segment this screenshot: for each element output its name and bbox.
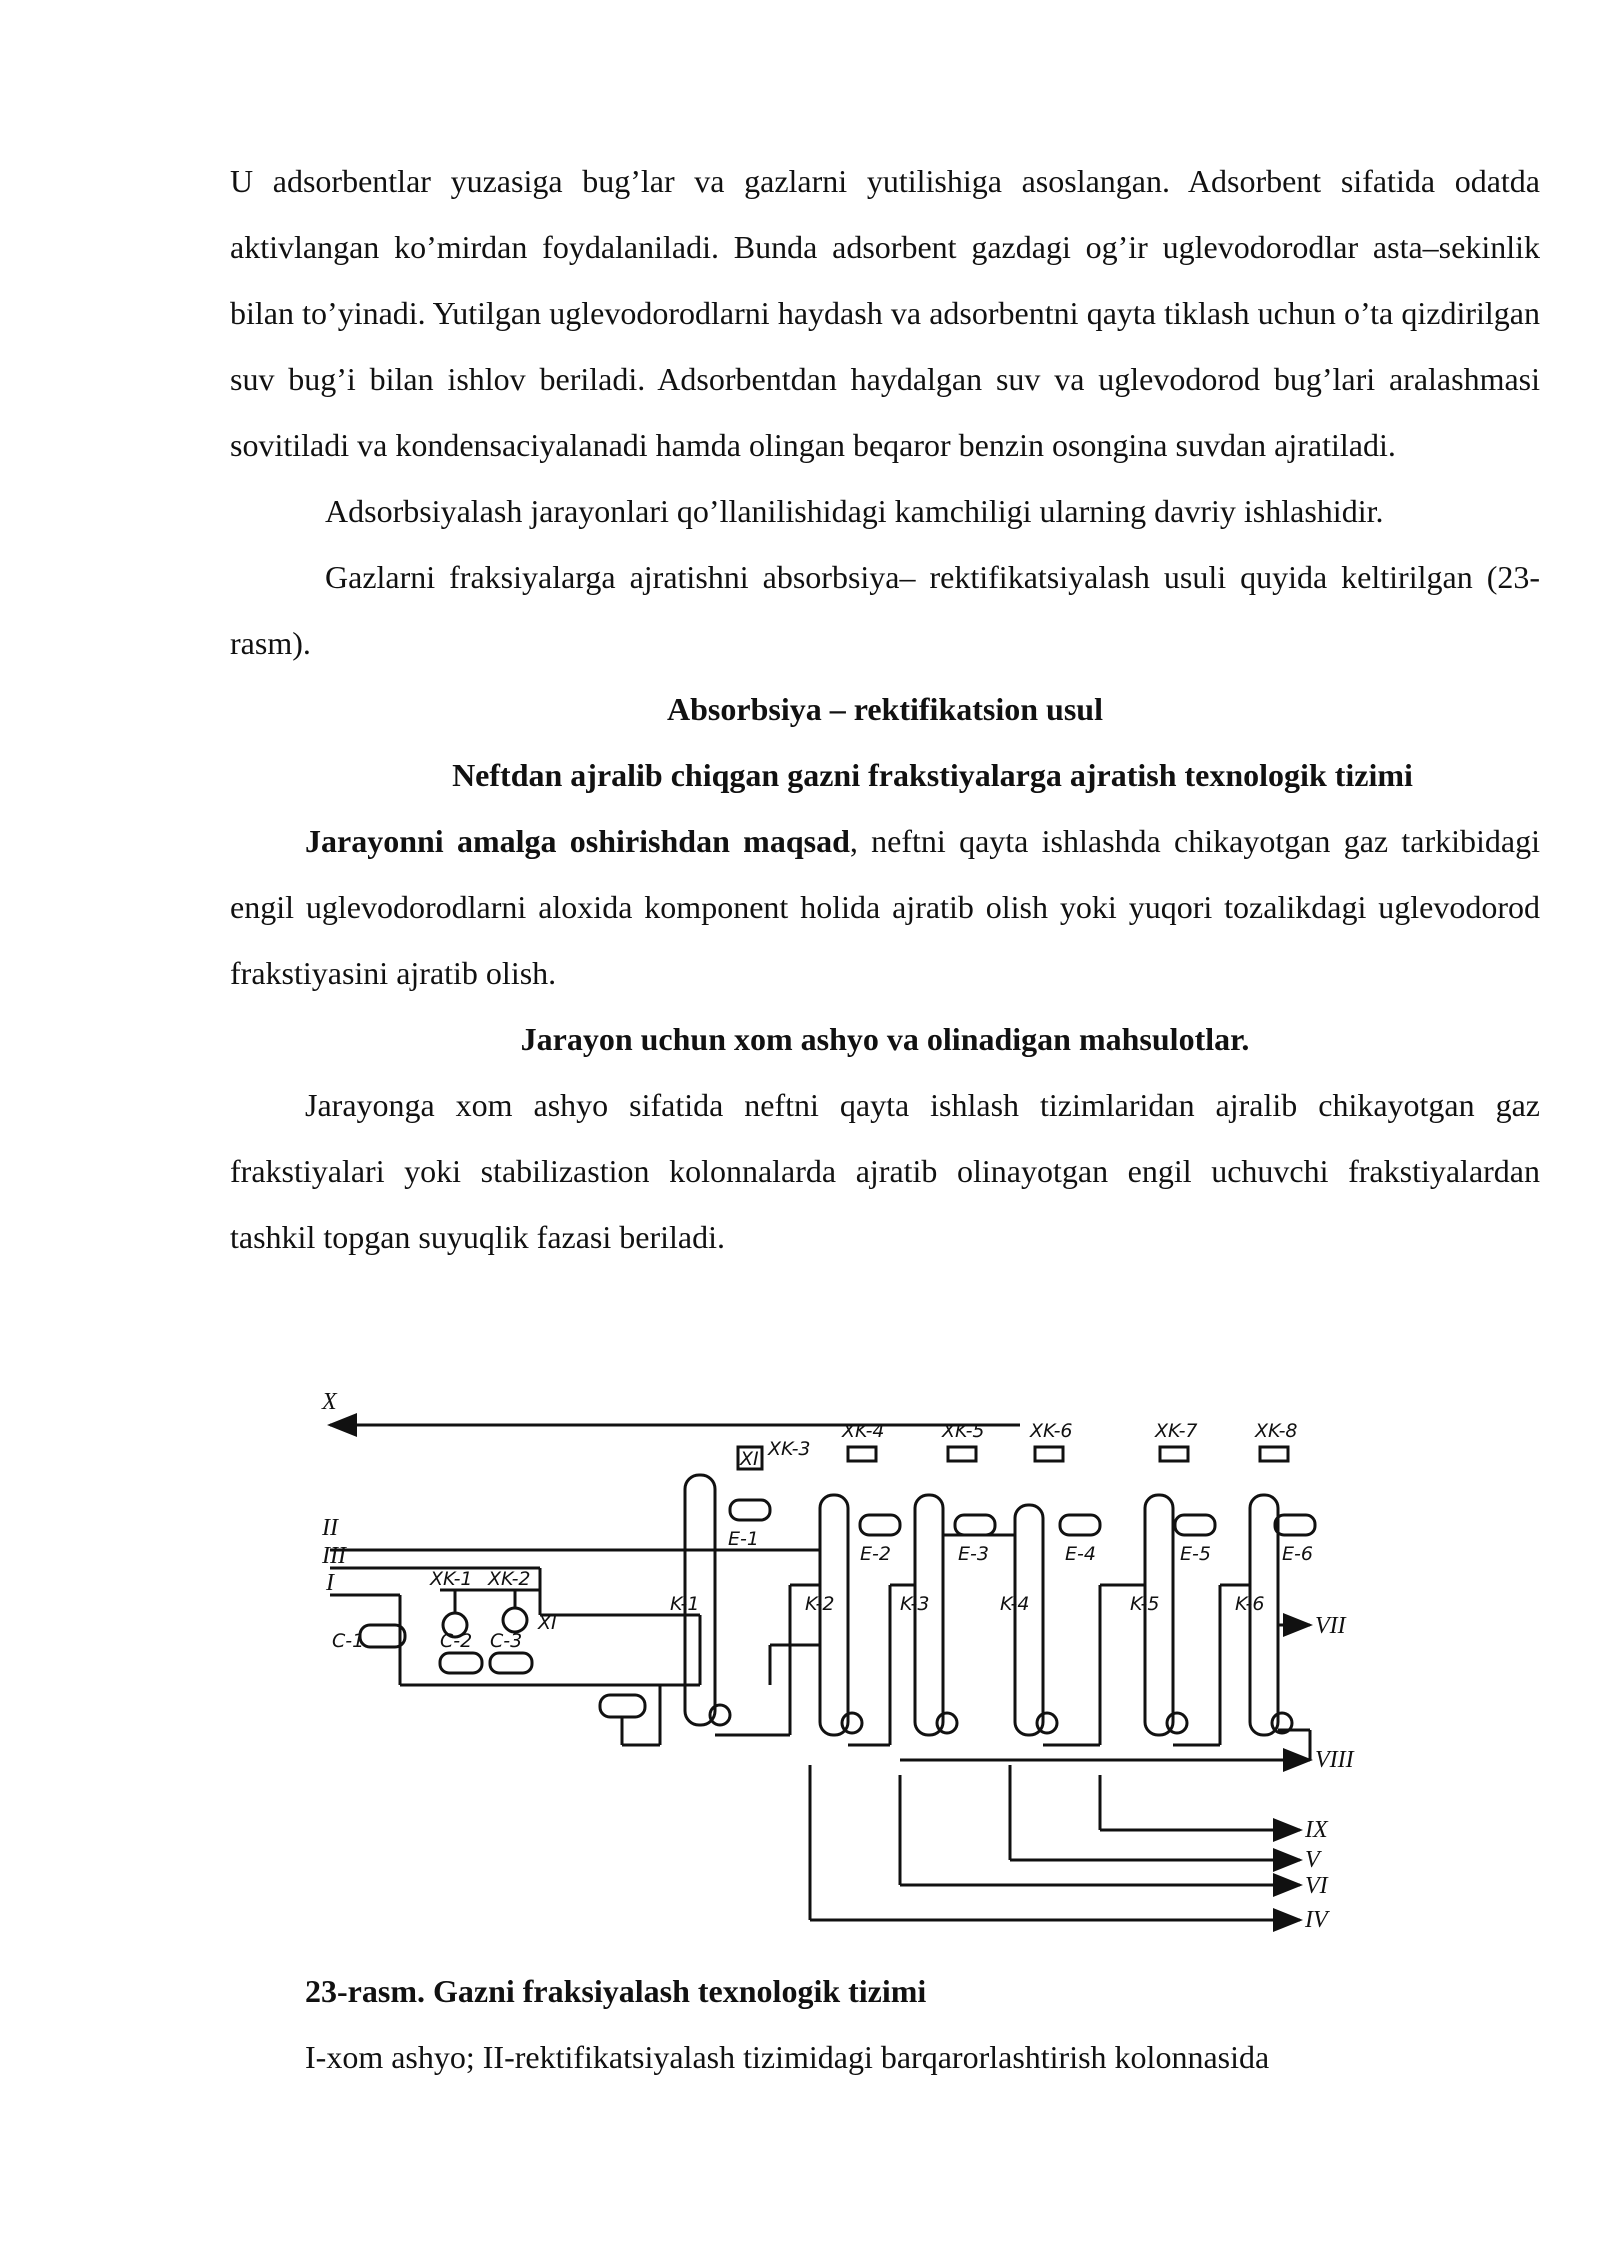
receiver-c3 xyxy=(490,1653,532,1673)
paragraph-5: Jarayonga xom ashyo sifatida neftni qayta ishlash tizimlaridan ajralib chikayotgan gaz frakstiyalari yoki stabilizastion kolonnalarda ajratib olinayotgan engil uchuvchi frakstiyalardan tashkil topgan suyuqlik fazasi beriladi. xyxy=(230,1087,1540,1255)
label-viii: VIII xyxy=(1315,1747,1354,1773)
label-k1: K-1 xyxy=(670,1593,700,1615)
label-e1: E-1 xyxy=(728,1528,759,1550)
condenser-xk8 xyxy=(1260,1447,1288,1461)
label-i: I xyxy=(326,1570,334,1596)
label-xi-left: XI xyxy=(538,1612,557,1634)
label-iii: III xyxy=(322,1543,346,1569)
label-xk2: XK-2 xyxy=(488,1568,531,1590)
label-xk6: XK-6 xyxy=(1030,1420,1073,1442)
label-e5: E-5 xyxy=(1180,1543,1211,1565)
process-flow-diagram xyxy=(300,1385,1380,1945)
label-ix: IX xyxy=(1305,1817,1328,1843)
label-e3: E-3 xyxy=(958,1543,989,1565)
condenser-xk6 xyxy=(1035,1447,1063,1461)
label-iv: IV xyxy=(1305,1907,1328,1933)
drum-e6 xyxy=(1275,1515,1315,1535)
drum-e3 xyxy=(955,1515,995,1535)
label-v: V xyxy=(1305,1847,1320,1873)
label-k5: K-5 xyxy=(1130,1593,1160,1615)
label-c1: C-1 xyxy=(332,1630,365,1652)
label-k3: K-3 xyxy=(900,1593,930,1615)
paragraph-4-rest: , neftni qayta ishlashda chikayotgan gaz tarkibidagi engil uglevodorodlarni aloxida komponent holida ajratib olish yoki yuqori tozalikdagi uglevodorod frakstiyasini ajratib olish. xyxy=(230,823,1540,991)
column-k3 xyxy=(915,1495,943,1735)
label-e4: E-4 xyxy=(1065,1543,1096,1565)
label-xk8: XK-8 xyxy=(1255,1420,1298,1442)
section-title-2: Neftdan ajralib chiqgan gazni frakstiyalarga ajratish texnologik tizimi xyxy=(452,757,1413,793)
column-k6 xyxy=(1250,1495,1278,1735)
label-xk7: XK-7 xyxy=(1155,1420,1198,1442)
label-xk3: XK-3 xyxy=(768,1438,811,1460)
condenser-xk4 xyxy=(848,1447,876,1461)
label-e6: E-6 xyxy=(1282,1543,1313,1565)
figure-caption xyxy=(305,1958,1540,2090)
paragraph-4-lead: Jarayonni amalga oshirishdan maqsad xyxy=(305,823,850,859)
label-k4: K-4 xyxy=(1000,1593,1030,1615)
label-xk4: XK-4 xyxy=(842,1420,885,1442)
body-text xyxy=(230,148,1540,1270)
label-k6: K-6 xyxy=(1235,1593,1265,1615)
receiver-bottom xyxy=(600,1695,645,1717)
label-x: X xyxy=(322,1389,337,1415)
label-c2: C-2 xyxy=(440,1630,473,1652)
label-vi: VI xyxy=(1305,1873,1328,1899)
drum-e4 xyxy=(1060,1515,1100,1535)
column-k2 xyxy=(820,1495,848,1735)
receiver-c2 xyxy=(440,1653,482,1673)
drum-e1 xyxy=(730,1500,770,1520)
label-vii: VII xyxy=(1315,1613,1346,1639)
drum-e5 xyxy=(1175,1515,1215,1535)
caption-title: 23-rasm. Gazni fraksiyalash texnologik tizimi xyxy=(305,1973,927,2009)
drum-e2 xyxy=(860,1515,900,1535)
receiver-c1 xyxy=(360,1625,405,1647)
condenser-xk5 xyxy=(948,1447,976,1461)
column-k4 xyxy=(1015,1505,1043,1735)
paragraph-1: U adsorbentlar yuzasiga bug’lar va gazlarni yutilishiga asoslangan. Adsorbent sifatida odatda aktivlangan ko’mirdan foydalaniladi. Bunda adsorbent gazdagi og’ir uglevodorodlar asta–sekinlik bilan to’yinadi. Yutilgan uglevodorodlarni haydash va adsorbentni qayta tiklash uchun o’ta qizdirilgan suv bug’i bilan ishlov beriladi. Adsorbentdan haydalgan suv va uglevodorod bug’lari aralashmasi sovitiladi va kondensaciyalanadi hamda olingan beqaror benzin osongina suvdan ajratiladi. xyxy=(230,163,1540,463)
label-k2: K-2 xyxy=(805,1593,835,1615)
label-xk1: XK-1 xyxy=(430,1568,473,1590)
label-xi-top: XI xyxy=(740,1448,759,1470)
condenser-xk7 xyxy=(1160,1447,1188,1461)
label-c3: C-3 xyxy=(490,1630,523,1652)
paragraph-4 xyxy=(230,808,1540,1006)
section-title-3: Jarayon uchun xom ashyo va olinadigan mahsulotlar. xyxy=(520,1021,1250,1057)
cooler-xk2 xyxy=(503,1608,527,1632)
column-k5 xyxy=(1145,1495,1173,1735)
section-title-1: Absorbsiya – rektifikatsion usul xyxy=(667,691,1103,727)
label-xk5: XK-5 xyxy=(942,1420,985,1442)
paragraph-2: Adsorbsiyalash jarayonlari qo’llanilishidagi kamchiligi ularning davriy ishlashidir. xyxy=(325,493,1384,529)
caption-text: I-xom ashyo; II-rektifikatsiyalash tizimidagi barqarorlashtirish kolonnasida xyxy=(305,2039,1270,2075)
paragraph-3: Gazlarni fraksiyalarga ajratishni absorbsiya– rektifikatsiyalash usuli quyida keltirilgan (23-rasm). xyxy=(230,559,1540,661)
label-e2: E-2 xyxy=(860,1543,891,1565)
label-ii: II xyxy=(322,1515,338,1541)
